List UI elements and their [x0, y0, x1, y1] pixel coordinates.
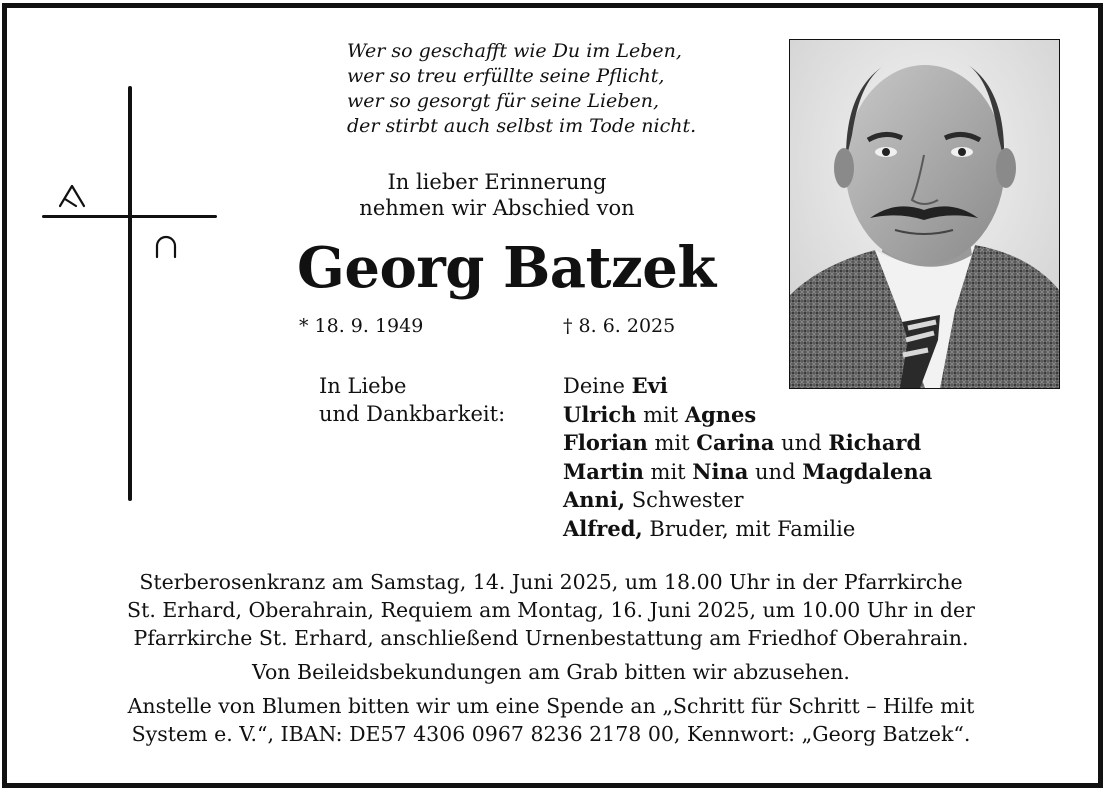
poem-line: Wer so geschafft wie Du im Leben,: [347, 40, 682, 62]
poem-line: wer so treu erfüllte seine Pflicht,: [347, 65, 665, 87]
mourning-phrase: [319, 372, 505, 428]
family-name: Magdalena: [802, 458, 933, 484]
family-name: Florian: [563, 430, 648, 455]
donation-paragraph: [27, 692, 1075, 748]
family-name: Agnes: [684, 401, 757, 427]
intro-line: In lieber Erinnerung: [387, 170, 607, 194]
family-name: Richard: [828, 430, 922, 455]
cross-horizontal-beam: [42, 215, 217, 218]
donation-line: Anstelle von Blumen bitten wir um eine Spende an „Schritt für Schritt – Hilfe mit: [127, 694, 975, 718]
birth-date: * 18. 9. 1949: [299, 315, 424, 337]
family-name: Anni,: [563, 487, 626, 512]
poem-line: der stirbt auch selbst im Tode nicht.: [347, 115, 697, 137]
obituary-notice: [2, 3, 1103, 788]
intro-text: [307, 169, 687, 221]
family-text: mit: [647, 431, 697, 455]
family-text: und: [774, 431, 829, 455]
service-line: St. Erhard, Oberahrain, Requiem am Montag, 16. Juni 2025, um 10.00 Uhr in der: [127, 598, 975, 622]
family-line: [563, 486, 932, 515]
family-name: Nina: [692, 458, 749, 484]
family-text: Schwester: [625, 488, 744, 512]
condolences-paragraph: Von Beileidsbekundungen am Grab bitten wir abzusehen.: [252, 660, 850, 684]
family-text: und: [748, 459, 803, 484]
family-text: Deine: [563, 374, 632, 398]
family-line: [563, 515, 932, 544]
omega-icon: [153, 234, 179, 260]
family-text: Bruder, mit Familie: [642, 516, 856, 541]
family-name: Ulrich: [563, 401, 637, 427]
family-name: Martin: [563, 458, 644, 484]
death-date: † 8. 6. 2025: [563, 315, 676, 337]
family-line: [563, 401, 932, 430]
portrait-image: [790, 40, 1059, 388]
poem-line: wer so gesorgt für seine Lieben,: [347, 90, 659, 112]
service-information: [27, 568, 1075, 754]
intro-line: nehmen wir Abschied von: [359, 196, 635, 220]
mourning-line: In Liebe: [319, 374, 407, 398]
donation-line: System e. V.“, IBAN: DE57 4306 0967 8236 2178 00, Kennwort: „Georg Batzek“.: [131, 722, 971, 746]
family-name: Evi: [631, 373, 668, 398]
deceased-name: Georg Batzek: [297, 235, 716, 301]
mourning-line: und Dankbarkeit:: [319, 402, 506, 426]
service-paragraph: [27, 568, 1075, 652]
family-text: mit: [636, 402, 685, 427]
family-text: mit: [643, 459, 693, 484]
family-name: Alfred,: [563, 515, 643, 541]
cross-vertical-beam: [128, 86, 132, 501]
service-line: Sterberosenkranz am Samstag, 14. Juni 2025, um 18.00 Uhr in der Pfarrkirche: [139, 570, 963, 594]
family-line: [563, 429, 932, 458]
poem: [347, 39, 696, 139]
family-list: [563, 372, 932, 543]
family-name: Carina: [696, 430, 775, 455]
portrait-photo: [789, 39, 1060, 389]
family-line: [563, 458, 932, 487]
service-line: Pfarrkirche St. Erhard, anschließend Urnenbestattung am Friedhof Oberahrain.: [133, 626, 969, 650]
alpha-icon: [57, 183, 87, 209]
